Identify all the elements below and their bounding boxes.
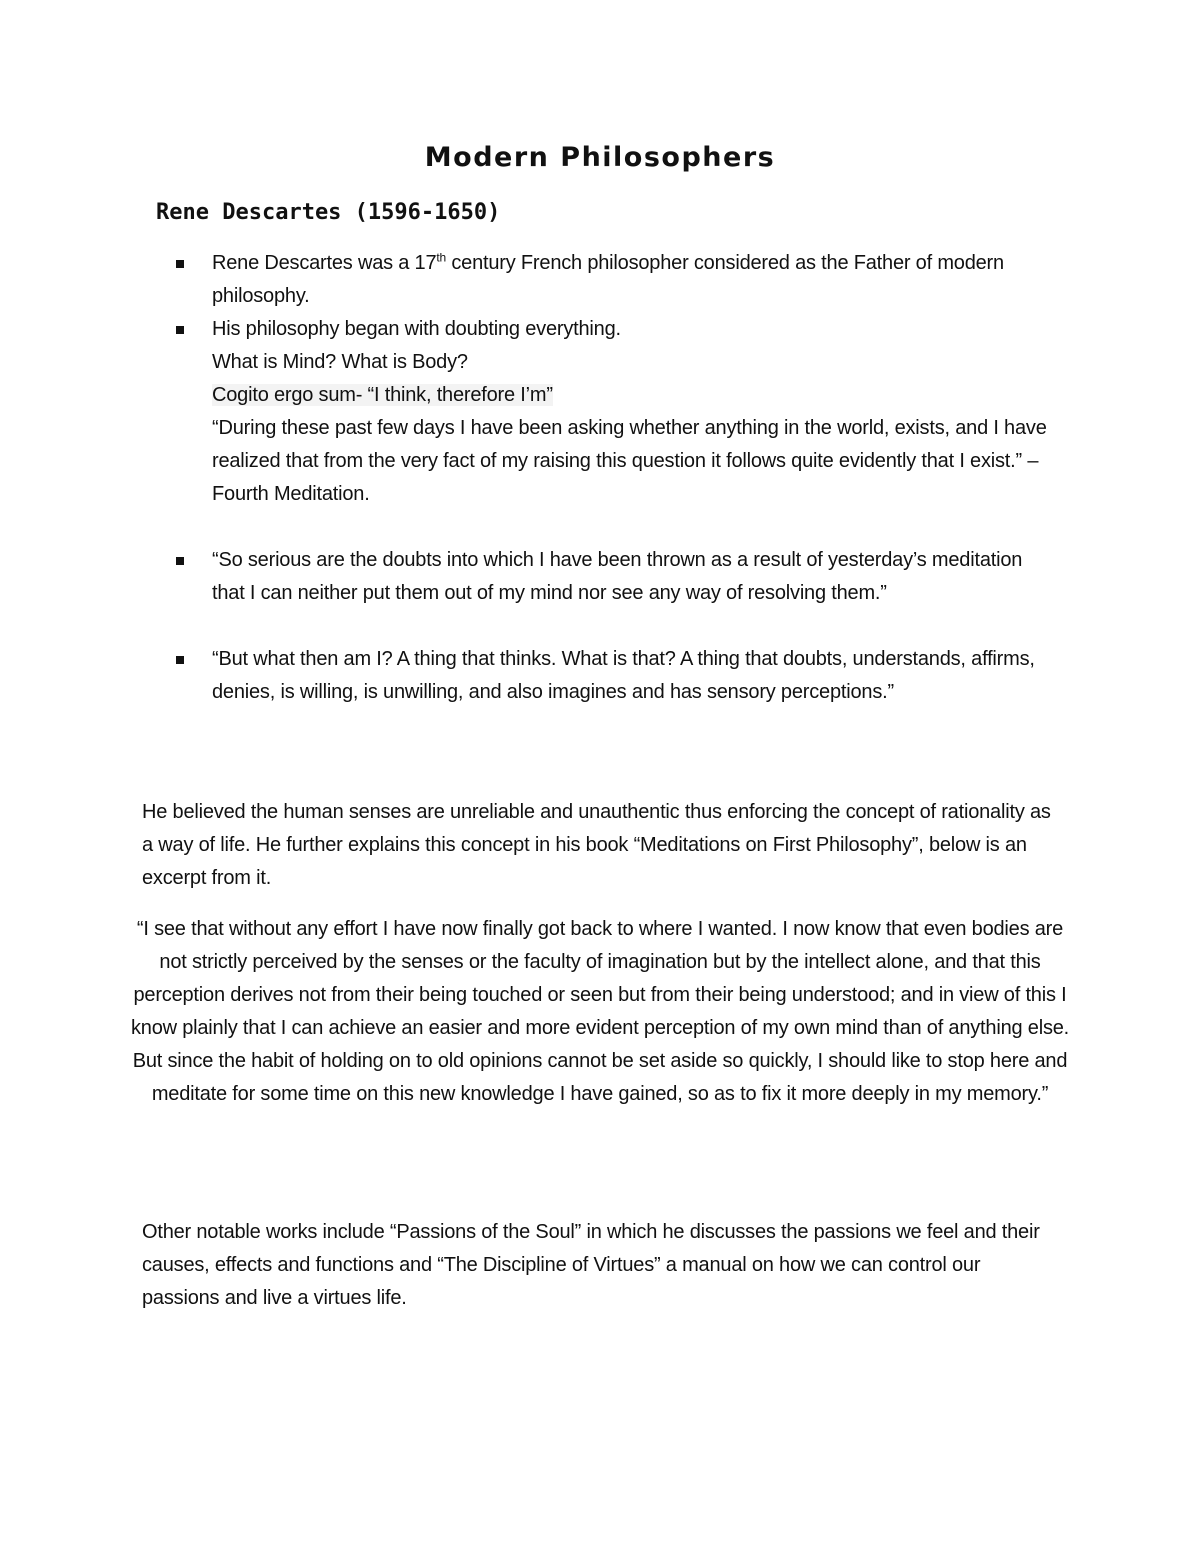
list-item (176, 643, 1056, 709)
bullet-text-part: Rene Descartes was a 17 (212, 252, 437, 274)
list-item (176, 247, 1056, 313)
square-bullet-icon (176, 326, 184, 334)
paragraph-other-works: Other notable works include “Passions of the Soul” in which he discusses the passions we feel and their causes, effects and functions and “The Discipline of Virtues” a manual on how we can control our passions and live a virtues life. (142, 1221, 1040, 1309)
bullet-text: What is Mind? What is Body? (212, 351, 468, 373)
bullet-text-part: century French philosopher considered as the Father of modern philosophy. (212, 252, 1004, 307)
bullet-text: “But what then am I? A thing that thinks. What is that? A thing that doubts, understands, affirms, denies, is willing, is unwilling, and also imagines and has sensory perceptions.” (212, 648, 1035, 703)
section-heading: Rene Descartes (1596-1650) (156, 200, 501, 225)
bullet-text: “During these past few days I have been asking whether anything in the world, exists, and I have realized that from the very fact of my raising this question it follows quite evidently that I exist.” – Fourth Meditation. (212, 417, 1047, 505)
bullet-list (176, 247, 1056, 709)
bullet-text: His philosophy began with doubting everything. (212, 318, 621, 340)
list-item (176, 313, 1056, 511)
bullet-text: “So serious are the doubts into which I have been thrown as a result of yesterday’s meditation that I can neither put them out of my mind nor see any way of resolving them.” (212, 549, 1023, 604)
cogito-quote: Cogito ergo sum- “I think, therefore I’m” (212, 384, 553, 406)
paragraph-senses: He believed the human senses are unreliable and unauthentic thus enforcing the concept of rationality as a way of life. He further explains this concept in his book “Meditations on First Philosophy”, below is an excerpt from it. (142, 801, 1051, 889)
bullet-text (212, 247, 1056, 313)
page-title: Modern Philosophers (424, 142, 776, 173)
square-bullet-icon (176, 557, 184, 565)
list-item (176, 544, 1056, 610)
superscript: th (436, 250, 447, 265)
square-bullet-icon (176, 656, 184, 664)
meditation-quote: “I see that without any effort I have now finally got back to where I wanted. I now know that even bodies are not strictly perceived by the senses or the faculty of imagination but by the intellect alone, and that this perception derives not from their being touched or seen but from their being understood; and in view of this I know plainly that I can achieve an easier and more evident perception of my own mind than of anything else. But since the habit of holding on to old opinions cannot be set aside so quickly, I should like to stop here and meditate for some time on this new knowledge I have gained, so as to fix it more deeply in my memory.” (130, 918, 1070, 1105)
square-bullet-icon (176, 260, 184, 268)
bullet-text (212, 379, 1056, 412)
